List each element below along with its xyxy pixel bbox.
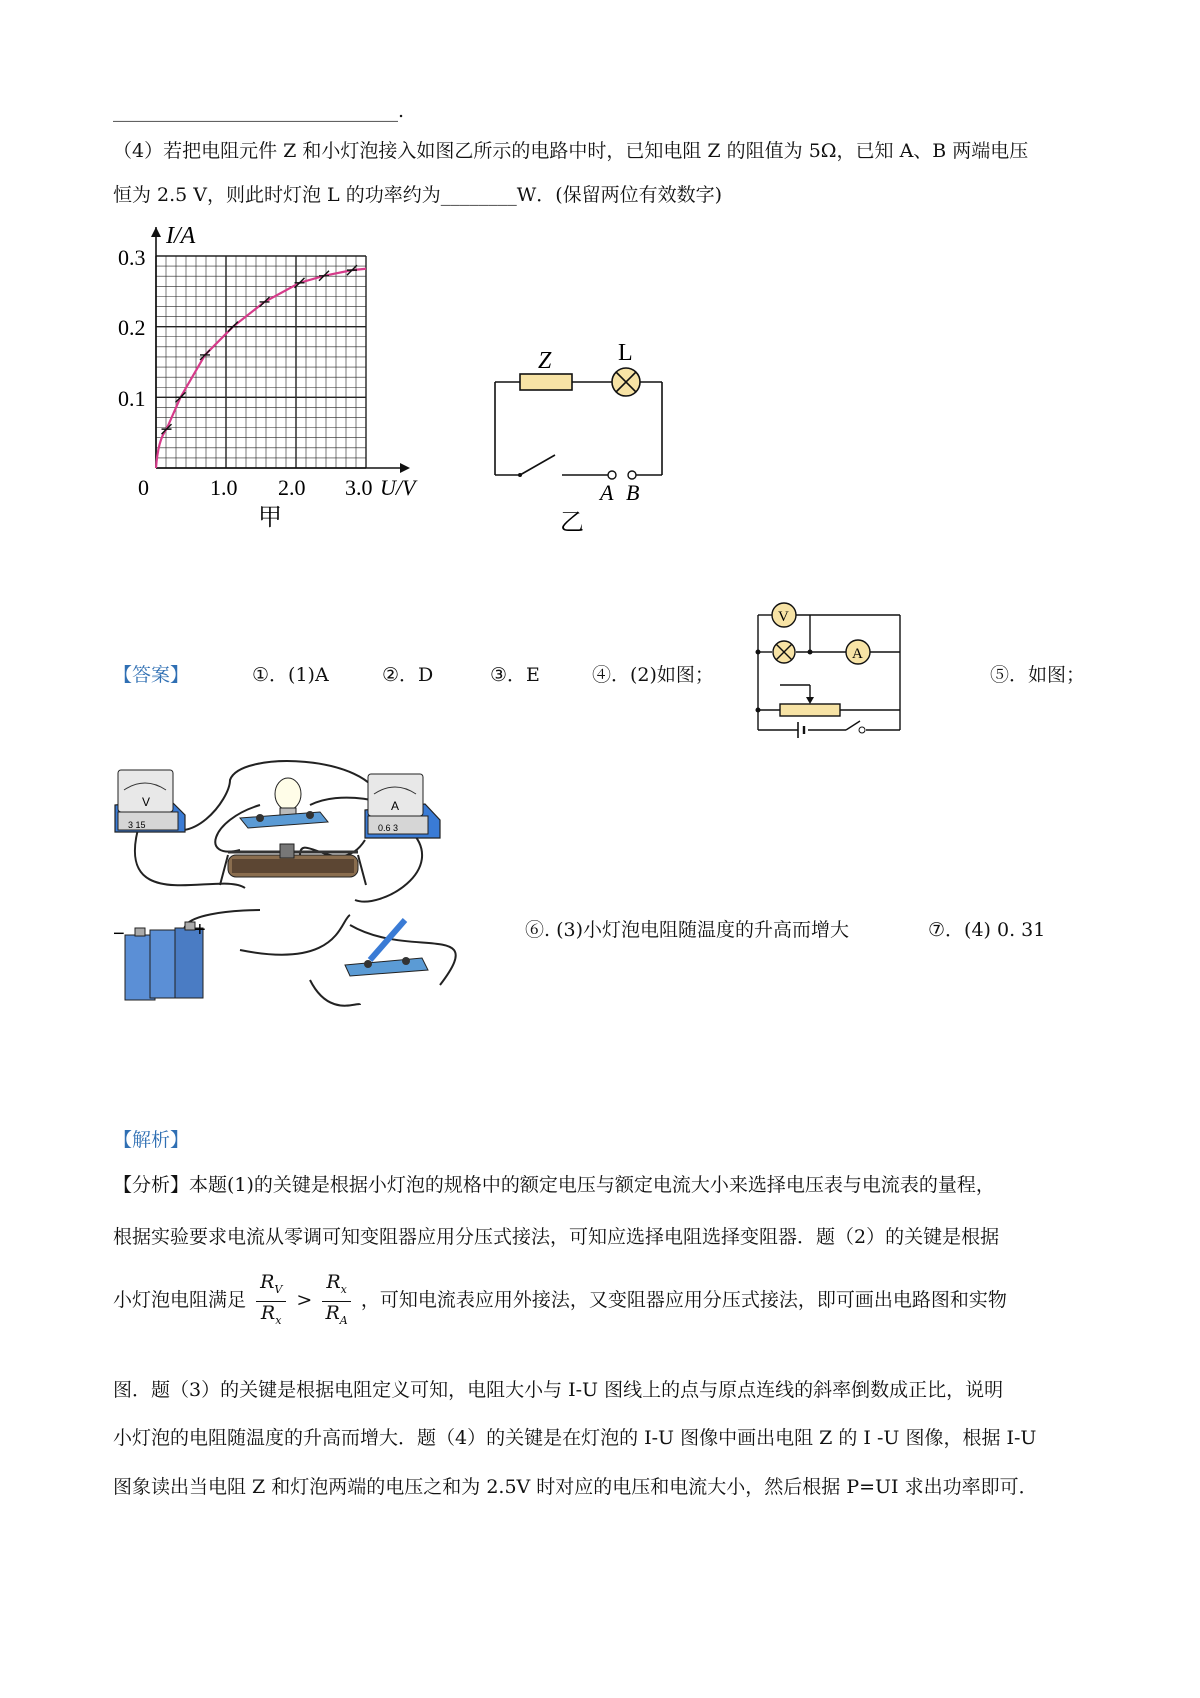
voltmeter-terminals: 3 15 (128, 820, 146, 830)
battery-pack (113, 919, 206, 1000)
answer-6: ⑥. (3)小灯泡电阻随温度的升高而增大 (525, 919, 849, 941)
answer-7: ⑦．(4) 0. 31 (928, 919, 1046, 941)
lamp-l (612, 368, 640, 396)
ammeter-letter: A (852, 646, 863, 662)
data-point-4 (260, 297, 270, 307)
label-b: B (626, 480, 640, 505)
answer-blank-line: ______________________________. (113, 100, 405, 122)
question-4-line-1: （4）若把电阻元件 Z 和小灯泡接入如图乙所示的电路中时，已知电阻 Z 的阻值为 5Ω，已知 A、B 两端电压 (113, 140, 1029, 162)
data-point-3 (228, 322, 238, 332)
analysis-tag: 【解析】 (113, 1129, 190, 1151)
analysis-line-1: 【分析】本题(1)的关键是根据小灯泡的规格中的额定电压与额定电流大小来选择电压表与电流表的量程， (113, 1174, 995, 1196)
analysis-line-2: 根据实验要求电流从零调可知变阻器应用分压式接法，可知应选择电阻选择变阻器．题（2）的关键是根据 (113, 1226, 1000, 1248)
voltmeter-device (115, 770, 185, 832)
analysis-line-5: 小灯泡的电阻随温度的升高而增大．题（4）的关键是在灯泡的 I-U 图像中画出电阻 Z 的 I -U 图像，根据 I-U (113, 1427, 1037, 1449)
ammeter-face-label: A (391, 799, 400, 813)
answer-3: ③．E (490, 664, 540, 686)
battery-plus: + (194, 919, 206, 941)
iu-graph (100, 225, 480, 545)
lamp-symbol (773, 641, 795, 663)
data-point-6 (319, 271, 329, 281)
answer-5: ⑤．如图； (990, 664, 1086, 686)
answer-4: ④．(2)如图； (592, 664, 714, 686)
circuit-yi (490, 340, 690, 540)
x-tick-0: 0 (138, 475, 149, 500)
graph-axes (151, 227, 410, 473)
graph-caption: 甲 (258, 503, 282, 531)
y-tick-0-2: 0.2 (118, 315, 146, 340)
x-tick-3: 3.0 (345, 475, 373, 500)
greater-than: > (296, 1289, 313, 1311)
resistor-z (520, 374, 572, 390)
label-z: Z (538, 348, 552, 374)
terminal-b (628, 471, 636, 479)
data-point-0 (162, 424, 172, 434)
fraction-rv-rx: $\frac{R_V}{R_x}$ (256, 1271, 286, 1332)
iu-curve (156, 269, 366, 468)
label-a: A (600, 480, 614, 505)
data-point-marks (162, 265, 358, 434)
label-l: L (618, 340, 633, 366)
terminal-a (608, 471, 616, 479)
x-axis-label: U/V (380, 475, 416, 500)
rheostat-symbol (780, 704, 840, 716)
data-point-7 (347, 265, 357, 275)
graph-grid (156, 256, 366, 468)
ammeter-terminals: 0.6 3 (378, 823, 399, 833)
analysis-line-3-pre: 小灯泡电阻满足 (113, 1289, 247, 1311)
y-axis-label: I/A (166, 225, 196, 249)
battery-minus: − (113, 923, 125, 945)
data-point-1 (176, 392, 186, 402)
ammeter-device (365, 774, 440, 838)
answer-2: ②．D (382, 664, 434, 686)
y-axis-arrow (151, 227, 161, 237)
rheostat-device (220, 844, 366, 885)
y-tick-0-1: 0.1 (118, 386, 146, 411)
voltmeter-letter: V (778, 609, 789, 625)
analysis-line-6: 图象读出当电阻 Z 和灯泡两端的电压之和为 2.5V 时对应的电压和电流大小，然后根据 P=UI 求出功率即可． (113, 1476, 1038, 1498)
question-4-line-2: 恒为 2.5 V，则此时灯泡 L 的功率约为________W．(保留两位有效数字) (113, 184, 723, 206)
x-tick-1: 1.0 (210, 475, 238, 500)
analysis-line-4: 图．题（3）的关键是根据电阻定义可知，电阻大小与 I-U 图线上的点与原点连线的斜率倒数成正比，说明 (113, 1379, 1004, 1401)
answer-1: ①．(1)A (252, 664, 329, 686)
apparatus-photo (110, 760, 500, 1060)
x-axis-arrow (400, 463, 410, 473)
analysis-line-3 (113, 1270, 1007, 1331)
voltmeter-face-label: V (142, 795, 151, 809)
answer-tag: 【答案】 (113, 664, 190, 686)
circuit-caption: 乙 (560, 508, 584, 536)
answer-circuit-diagram (740, 600, 910, 760)
analysis-line-3-post: ，可知电流表应用外接法，又变阻器应用分压式接法，即可画出电路图和实物 (360, 1289, 1007, 1311)
fraction-rx-ra: $\frac{R_x}{R_A}$ (322, 1271, 351, 1332)
y-tick-0-3: 0.3 (118, 245, 146, 270)
data-point-2 (200, 350, 210, 360)
x-tick-2: 2.0 (278, 475, 306, 500)
